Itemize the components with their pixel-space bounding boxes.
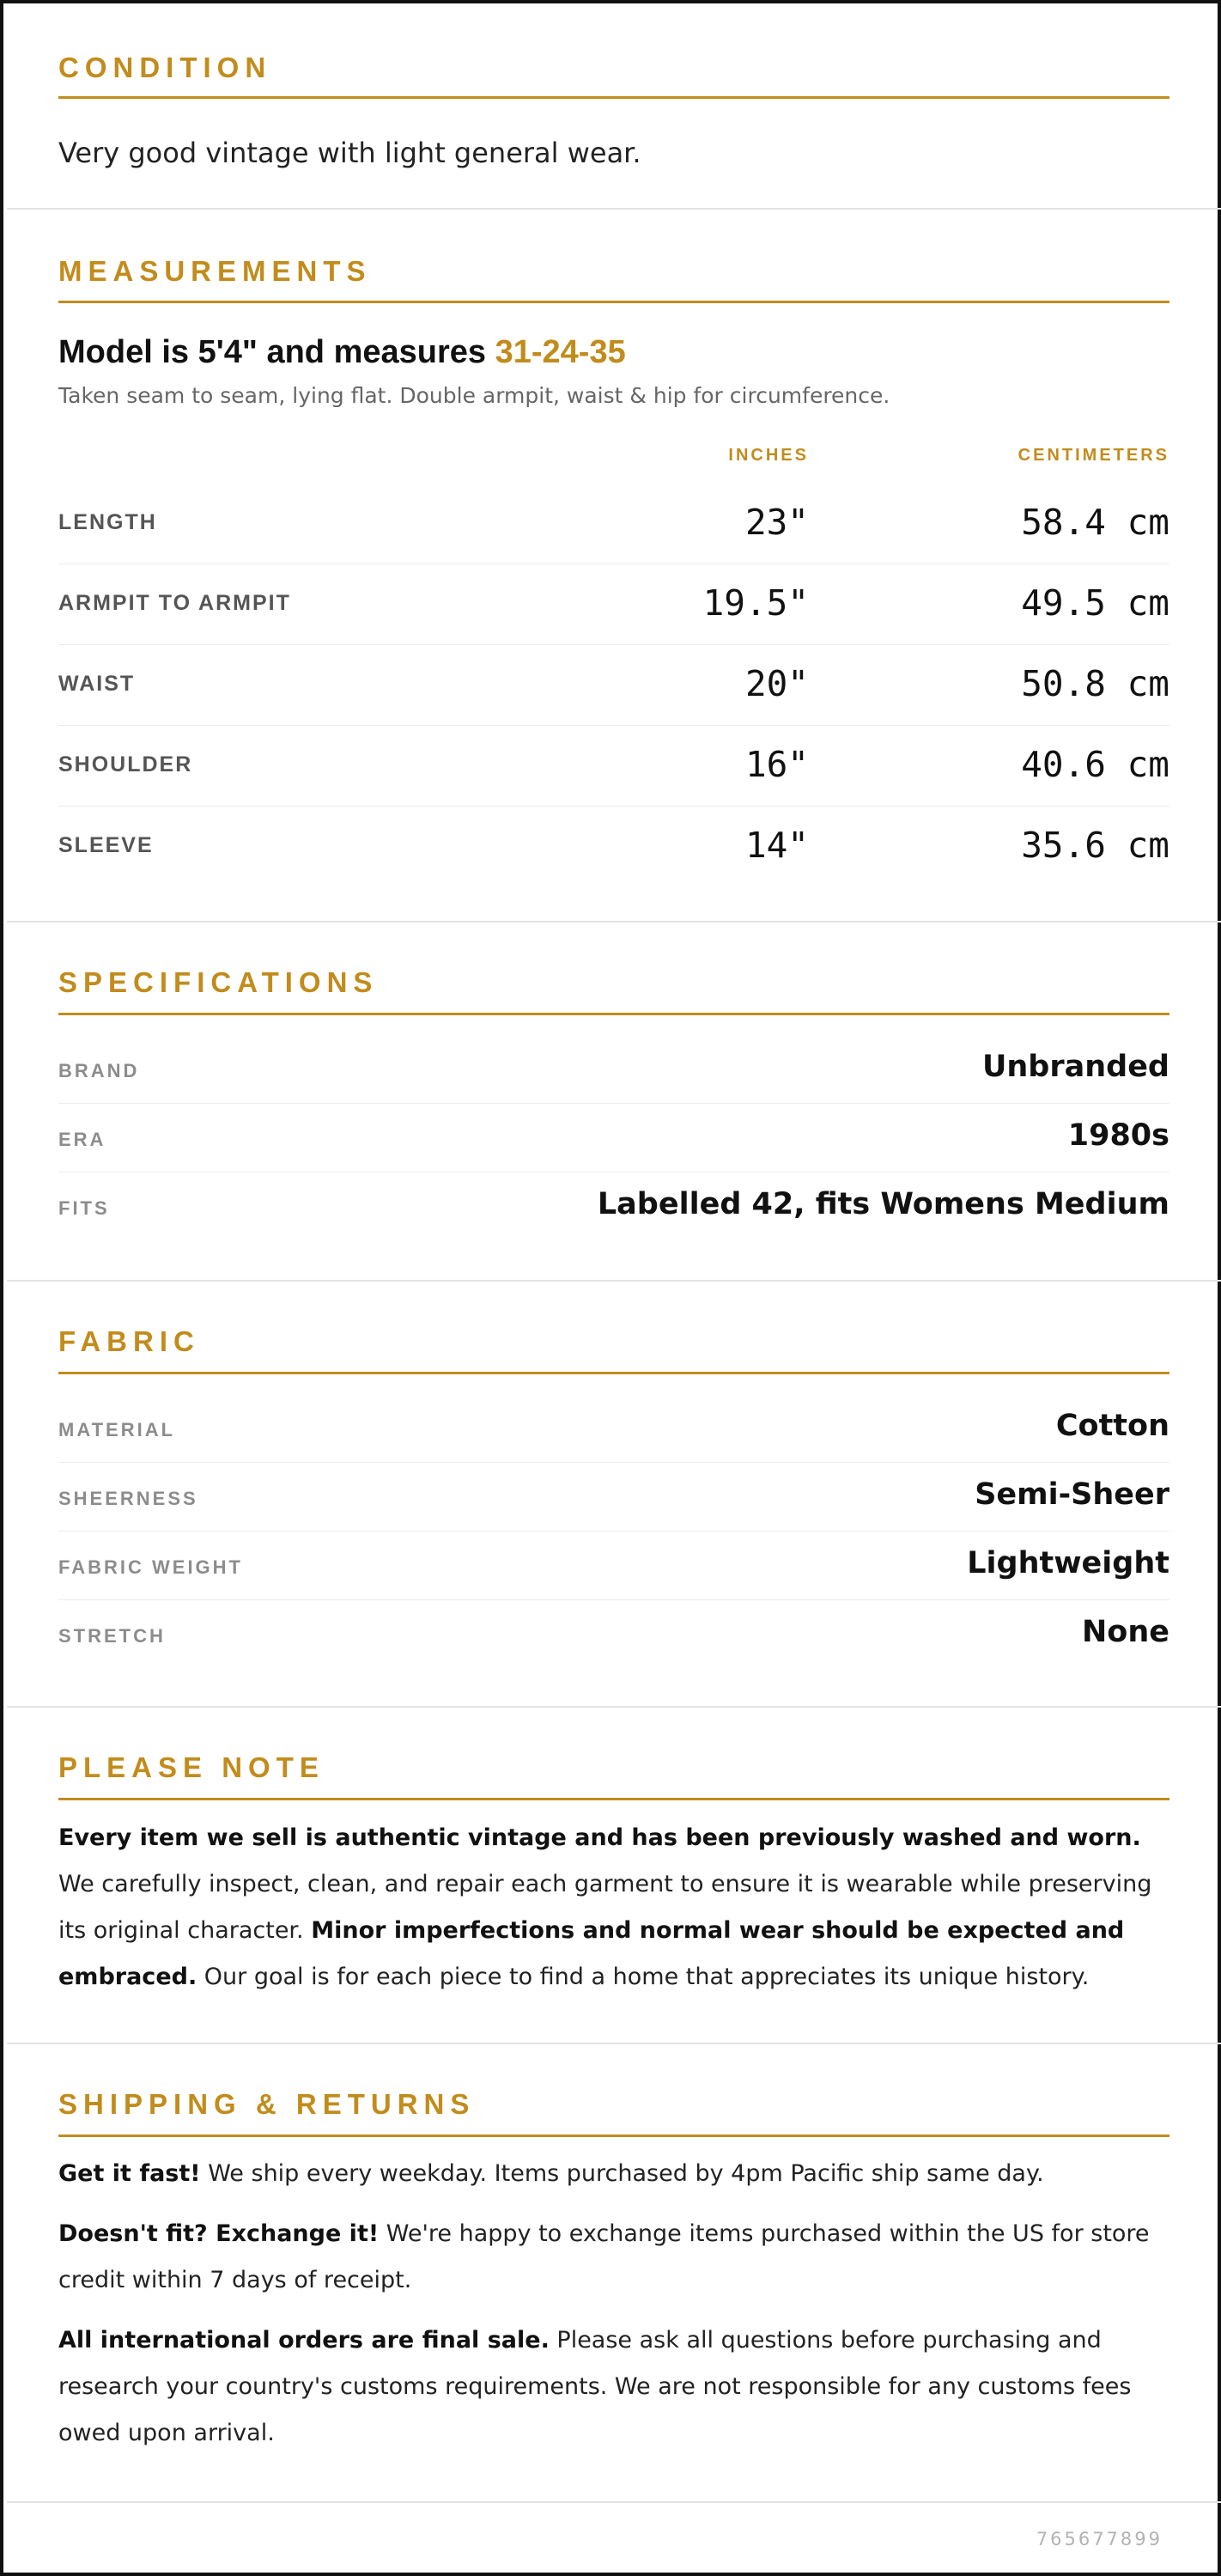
shipping-p2-bold: Doesn't fit? Exchange it!: [58, 2220, 380, 2247]
measurement-label: LENGTH: [58, 510, 157, 534]
please-note-text-2: Our goal is for each piece to find a home that appreciates its unique history.: [197, 1964, 1090, 1990]
fabric-label: MATERIAL: [58, 1419, 176, 1440]
shipping-p3-text: Please ask all questions before purchasing and research your country's customs requirements. We are not responsible for any customs fees owed upon arrival.: [58, 2327, 1132, 2446]
please-note-bold-1: Every item we sell is authentic vintage and has been previously washed and worn.: [58, 1824, 1141, 1851]
fabric-row: [58, 1599, 1169, 1668]
condition-text: Very good vintage with light general wear.: [58, 137, 641, 169]
please-note-text: [58, 1815, 1169, 2001]
fabric-value: Semi-Sheer: [975, 1477, 1169, 1512]
shipping-paragraph-3: [58, 2317, 1169, 2457]
measurement-row: [58, 725, 1169, 807]
spec-value: Unbranded: [981, 1050, 1169, 1084]
shipping-paragraph-1: [58, 2151, 1169, 2197]
please-note-section: [7, 1708, 1221, 2044]
measurement-inches: 20": [744, 663, 809, 704]
measurement-row: [58, 483, 1169, 564]
measurement-inches: 23": [744, 502, 809, 543]
measurement-label: SLEEVE: [58, 833, 154, 857]
measurements-heading: MEASUREMENTS: [58, 255, 372, 287]
model-info: [58, 334, 1169, 371]
measurement-inches: 16": [744, 744, 809, 785]
condition-rule: [58, 96, 1169, 99]
condition-heading: CONDITION: [58, 52, 272, 83]
measurement-row: [58, 563, 1169, 645]
fabric-label: SHEERNESS: [58, 1488, 198, 1509]
please-note-heading: PLEASE NOTE: [58, 1751, 325, 1783]
spec-label: ERA: [58, 1129, 106, 1150]
measurement-row: [58, 806, 1169, 886]
spec-row: [58, 1034, 1169, 1104]
spec-label: FITS: [58, 1197, 110, 1219]
measurement-row: [58, 644, 1169, 726]
measurement-cm: 35.6 cm: [1021, 825, 1169, 866]
specifications-heading: SPECIFICATIONS: [58, 966, 379, 998]
fabric-row: [58, 1462, 1169, 1532]
shipping-p1-bold: Get it fast!: [58, 2160, 201, 2187]
condition-section: [7, 3, 1221, 210]
shipping-p1-text: We ship every weekday. Items purchased by 4pm Pacific ship same day.: [200, 2160, 1044, 2187]
fabric-heading: FABRIC: [58, 1325, 200, 1357]
shipping-section: [7, 2044, 1221, 2503]
fabric-value: Cotton: [1055, 1409, 1169, 1443]
shipping-p2-text: We're happy to exchange items purchased within the US for store credit within 7 days of receipt.: [58, 2220, 1150, 2293]
spec-row: [58, 1172, 1169, 1240]
fabric-row: [58, 1531, 1169, 1600]
shipping-paragraph-2: [58, 2211, 1169, 2304]
measurements-section: [7, 210, 1221, 923]
fabric-label: STRETCH: [58, 1625, 166, 1647]
fabric-value: None: [1082, 1615, 1169, 1649]
measurement-cm: 58.4 cm: [1021, 502, 1169, 543]
shipping-p3-bold: All international orders are final sale.: [58, 2327, 550, 2354]
measurements-note: Taken seam to seam, lying flat. Double armpit, waist & hip for circumference.: [58, 383, 890, 408]
measurement-cm: 50.8 cm: [1021, 663, 1169, 704]
spec-value: Labelled 42, fits Womens Medium: [597, 1187, 1169, 1221]
spec-label: BRAND: [58, 1060, 140, 1081]
specifications-rule: [58, 1013, 1169, 1015]
spec-value: 1980s: [1067, 1118, 1169, 1153]
col-inches-header: INCHES: [728, 446, 809, 465]
footer-code: 765677899: [1036, 2529, 1163, 2549]
measurement-label: ARMPIT TO ARMPIT: [58, 591, 291, 615]
fabric-section: [7, 1282, 1221, 1708]
fabric-label: FABRIC WEIGHT: [58, 1556, 243, 1578]
fabric-rule: [58, 1372, 1169, 1374]
shipping-heading: SHIPPING & RETURNS: [58, 2088, 476, 2120]
specifications-section: [7, 923, 1221, 1282]
measurement-inches: 14": [744, 825, 809, 866]
model-measures: 31-24-35: [495, 334, 626, 370]
measurements-rule: [58, 301, 1169, 303]
measurement-cm: 49.5 cm: [1021, 582, 1169, 624]
fabric-row: [58, 1393, 1169, 1463]
measurement-cm: 40.6 cm: [1021, 744, 1169, 785]
model-prefix: Model is 5'4" and measures: [58, 334, 487, 370]
col-cm-header: CENTIMETERS: [1017, 446, 1169, 465]
please-note-text-1: We carefully inspect, clean, and repair each garment to ensure it is wearable while preserving its original character.: [58, 1871, 1152, 1944]
fabric-value: Lightweight: [967, 1546, 1169, 1580]
please-note-bold-2: Minor imperfections and normal wear should be expected and embraced.: [58, 1917, 1125, 1990]
please-note-rule: [58, 1798, 1169, 1800]
measurement-label: WAIST: [58, 672, 136, 696]
spec-row: [58, 1103, 1169, 1172]
measurement-label: SHOULDER: [58, 752, 193, 776]
shipping-rule: [58, 2134, 1169, 2137]
measurement-inches: 19.5": [702, 582, 809, 624]
